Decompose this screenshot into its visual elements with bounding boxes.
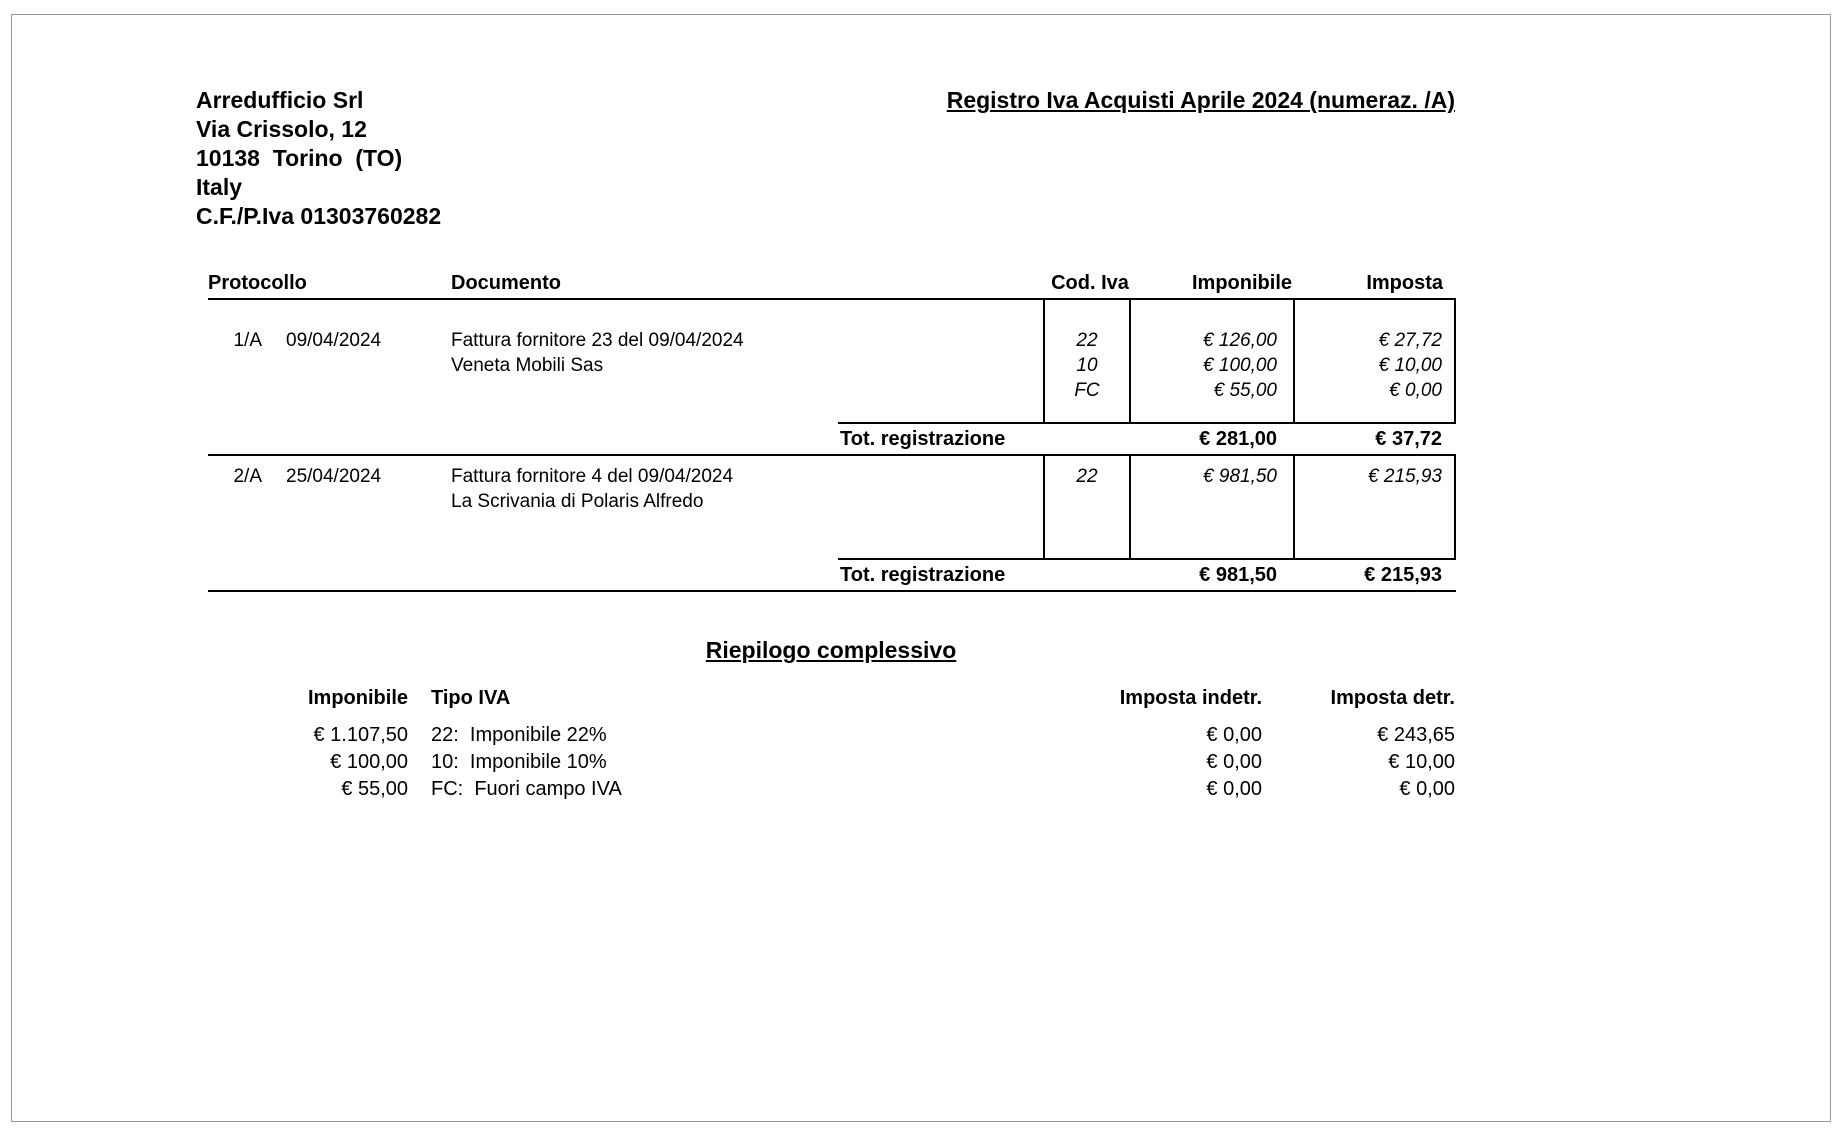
company-city: 10138 Torino (TO)	[196, 145, 403, 171]
reg2-line1-code: 22	[1076, 466, 1098, 487]
reg2-supplier: La Scrivania di Polaris Alfredo	[451, 491, 704, 512]
reg1-date: 09/04/2024	[286, 330, 382, 351]
summary-row2-detr: € 10,00	[1388, 751, 1455, 773]
reg1-line2-imponibile: € 100,00	[1203, 355, 1277, 376]
reg1-line1-code: 22	[1076, 330, 1098, 351]
reg2-divider-mid	[1129, 455, 1131, 558]
company-vat: C.F./P.Iva 01303760282	[196, 203, 442, 229]
reg1-line3-imposta: € 0,00	[1389, 380, 1442, 401]
report-title: Registro Iva Acquisti Aprile 2024 (numeraz. /A)	[946, 87, 1455, 113]
reg1-total-label: Tot. registrazione	[840, 428, 1006, 450]
reg1-document: Fattura fornitore 23 del 09/04/2024	[451, 330, 744, 351]
col-header-imposta: Imposta	[1366, 272, 1443, 294]
summary-header-imposta-detr: Imposta detr.	[1330, 687, 1455, 709]
col-header-documento: Documento	[451, 272, 561, 294]
reg2-total-imponibile: € 981,50	[1199, 564, 1277, 586]
summary-row3-detr: € 0,00	[1399, 778, 1455, 800]
reg1-total-imponibile: € 281,00	[1199, 428, 1277, 450]
reg2-document: Fattura fornitore 4 del 09/04/2024	[451, 466, 734, 487]
reg1-line3-imponibile: € 55,00	[1213, 380, 1277, 401]
reg2-date: 25/04/2024	[286, 466, 382, 487]
summary-row3-indetr: € 0,00	[1206, 778, 1262, 800]
col-header-protocollo: Protocollo	[208, 272, 307, 294]
reg1-divider-right	[1293, 299, 1295, 422]
reg2-divider-right	[1293, 455, 1295, 558]
summary-row1-indetr: € 0,00	[1206, 724, 1262, 746]
reg1-line3-code: FC	[1074, 380, 1100, 401]
reg2-subtotal-rule	[838, 558, 1456, 560]
company-country: Italy	[196, 174, 243, 200]
summary-row1-tipo: 22: Imponibile 22%	[431, 724, 607, 746]
reg1-divider-end	[1454, 299, 1456, 422]
summary-header-imponibile: Imponibile	[308, 687, 408, 709]
reg1-divider-mid	[1129, 299, 1131, 422]
table-bottom-rule	[208, 590, 1456, 592]
summary-header-tipo-iva: Tipo IVA	[431, 687, 511, 709]
summary-header-imposta-indetr: Imposta indetr.	[1119, 687, 1262, 709]
reg1-supplier: Veneta Mobili Sas	[451, 355, 604, 376]
reg2-line1-imponibile: € 981,50	[1203, 466, 1277, 487]
reg1-line2-imposta: € 10,00	[1378, 355, 1442, 376]
reg2-total-label: Tot. registrazione	[840, 564, 1006, 586]
summary-row2-imponibile: € 100,00	[330, 751, 408, 773]
summary-row3-tipo: FC: Fuori campo IVA	[431, 778, 622, 800]
reg1-line1-imponibile: € 126,00	[1203, 330, 1277, 351]
reg1-subtotal-rule	[838, 422, 1456, 424]
reg1-protocol: 1/A	[233, 330, 262, 351]
reg1-total-imposta: € 37,72	[1375, 428, 1442, 450]
reg2-total-imposta: € 215,93	[1364, 564, 1442, 586]
company-name: Arredufficio Srl	[196, 87, 364, 113]
summary-row3-imponibile: € 55,00	[341, 778, 408, 800]
reg2-protocol: 2/A	[233, 466, 262, 487]
reg2-divider-end	[1454, 455, 1456, 558]
col-header-cod-iva: Cod. Iva	[1051, 272, 1129, 294]
summary-row1-detr: € 243,65	[1377, 724, 1455, 746]
summary-title: Riepilogo complessivo	[705, 637, 957, 663]
company-block	[196, 86, 441, 231]
header-rule	[208, 298, 1456, 300]
reg1-separator	[208, 454, 1456, 456]
reg1-line2-code: 10	[1076, 355, 1098, 376]
summary-row2-tipo: 10: Imponibile 10%	[431, 751, 607, 773]
reg1-line1-imposta: € 27,72	[1378, 330, 1442, 351]
company-address: Via Crissolo, 12	[196, 116, 367, 142]
reg2-line1-imposta: € 215,93	[1368, 466, 1442, 487]
summary-row2-indetr: € 0,00	[1206, 751, 1262, 773]
summary-row1-imponibile: € 1.107,50	[313, 724, 408, 746]
col-header-imponibile: Imponibile	[1192, 272, 1292, 294]
